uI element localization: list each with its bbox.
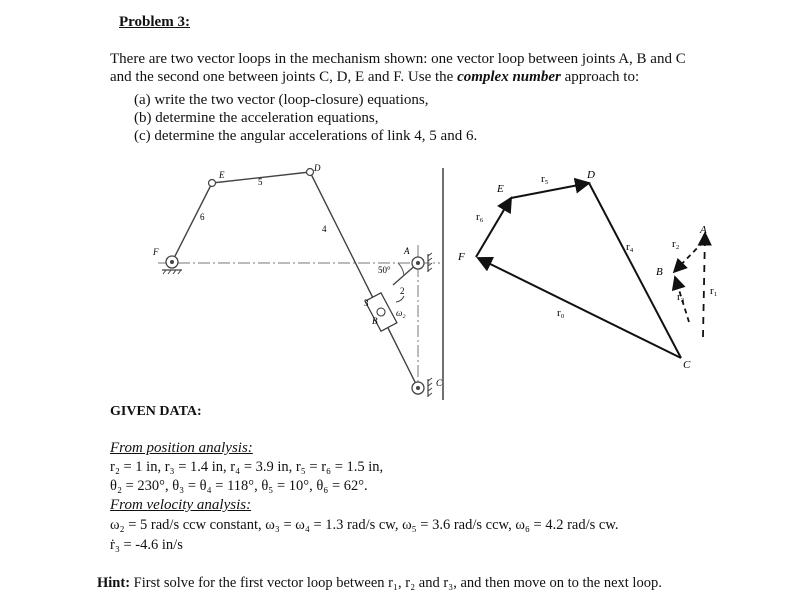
mech-label-4: 4 — [322, 224, 327, 234]
loop-label-e: E — [497, 183, 504, 195]
vector-r0 — [478, 258, 681, 358]
ground-pivot-f — [162, 256, 182, 274]
loop-label-r1: r₁ — [710, 285, 718, 297]
vector-r1 — [703, 233, 705, 337]
loop-label-r5: r₅ — [541, 173, 549, 185]
loop-label-r2: r₂ — [672, 238, 680, 250]
mech-omega-label: ω₂ — [396, 308, 406, 318]
loop-label-r3: r₃ — [677, 291, 685, 303]
mech-label-b: B — [372, 316, 378, 326]
mech-label-a: A — [404, 246, 410, 256]
mech-label-d: D — [314, 163, 321, 173]
task-c: (c) determine the angular accelerations of link 4, 5 and 6. — [134, 128, 478, 144]
mech-label-c: C — [436, 378, 443, 388]
mech-angle-label: 50° — [378, 265, 391, 275]
loop-label-f: F — [458, 251, 465, 263]
vector-r6 — [476, 198, 511, 257]
mech-label-6: 6 — [200, 212, 205, 222]
mech-label-2: 2 — [400, 286, 405, 296]
pin-e — [209, 180, 216, 187]
velocity-line-2: ṙ₃ = -4.6 in/s — [110, 537, 183, 553]
loop-label-r0: r₀ — [557, 307, 565, 319]
problem-title: Problem 3: — [119, 14, 190, 30]
loop-label-r4: r₄ — [626, 241, 634, 253]
position-line-2: θ₂ = 230°, θ₃ = θ₄ = 118°, θ₅ = 10°, θ₆ = 62°. — [110, 478, 368, 494]
link-4 — [310, 172, 418, 388]
position-line-1: r₂ = 1 in, r₃ = 1.4 in, r₄ = 3.9 in, r₅ = r₆ = 1.5 in, — [110, 459, 384, 475]
hint-text: First solve for the first vector loop between r₁, r₂ and r₃, and then move on to the next loop. — [130, 575, 662, 591]
loop-label-r6: r₆ — [476, 211, 484, 223]
task-b: (b) determine the acceleration equations, — [134, 110, 379, 126]
loop-label-b: B — [656, 266, 663, 278]
omega-arc — [396, 296, 404, 302]
angle-arc — [398, 263, 404, 276]
loop-label-d: D — [587, 169, 595, 181]
pin-d — [307, 169, 314, 176]
vector-r4 — [589, 183, 681, 358]
velocity-line-1: ω₂ = 5 rad/s ccw constant, ω₃ = ω₄ = 1.3 rad/s cw, ω₅ = 3.6 rad/s ccw, ω₆ = 4.2 rad/s cw. — [110, 517, 619, 533]
task-a: (a) write the two vector (loop-closure) equations, — [134, 92, 429, 108]
mech-label-5: 5 — [258, 177, 263, 187]
velocity-heading: From velocity analysis: — [110, 497, 252, 513]
intro-line-1: There are two vector loops in the mechanism shown: one vector loop between joints A, B and C — [110, 51, 686, 67]
mech-label-e: E — [219, 170, 225, 180]
mech-label-f: F — [153, 247, 159, 257]
loop-label-c: C — [683, 359, 691, 371]
mech-label-3: 3 — [364, 298, 369, 308]
hint — [97, 575, 662, 592]
slider-block — [365, 293, 397, 331]
link-6 — [172, 183, 212, 262]
intro-line-2: and the second one between joints C, D, E and F. Use the complex number approach to: — [110, 69, 640, 85]
vector-r5 — [511, 183, 589, 198]
position-heading: From position analysis: — [110, 440, 253, 456]
loop-label-a: A — [700, 224, 707, 236]
hint-label: Hint: — [97, 575, 131, 591]
given-heading: GIVEN DATA: — [110, 404, 202, 419]
